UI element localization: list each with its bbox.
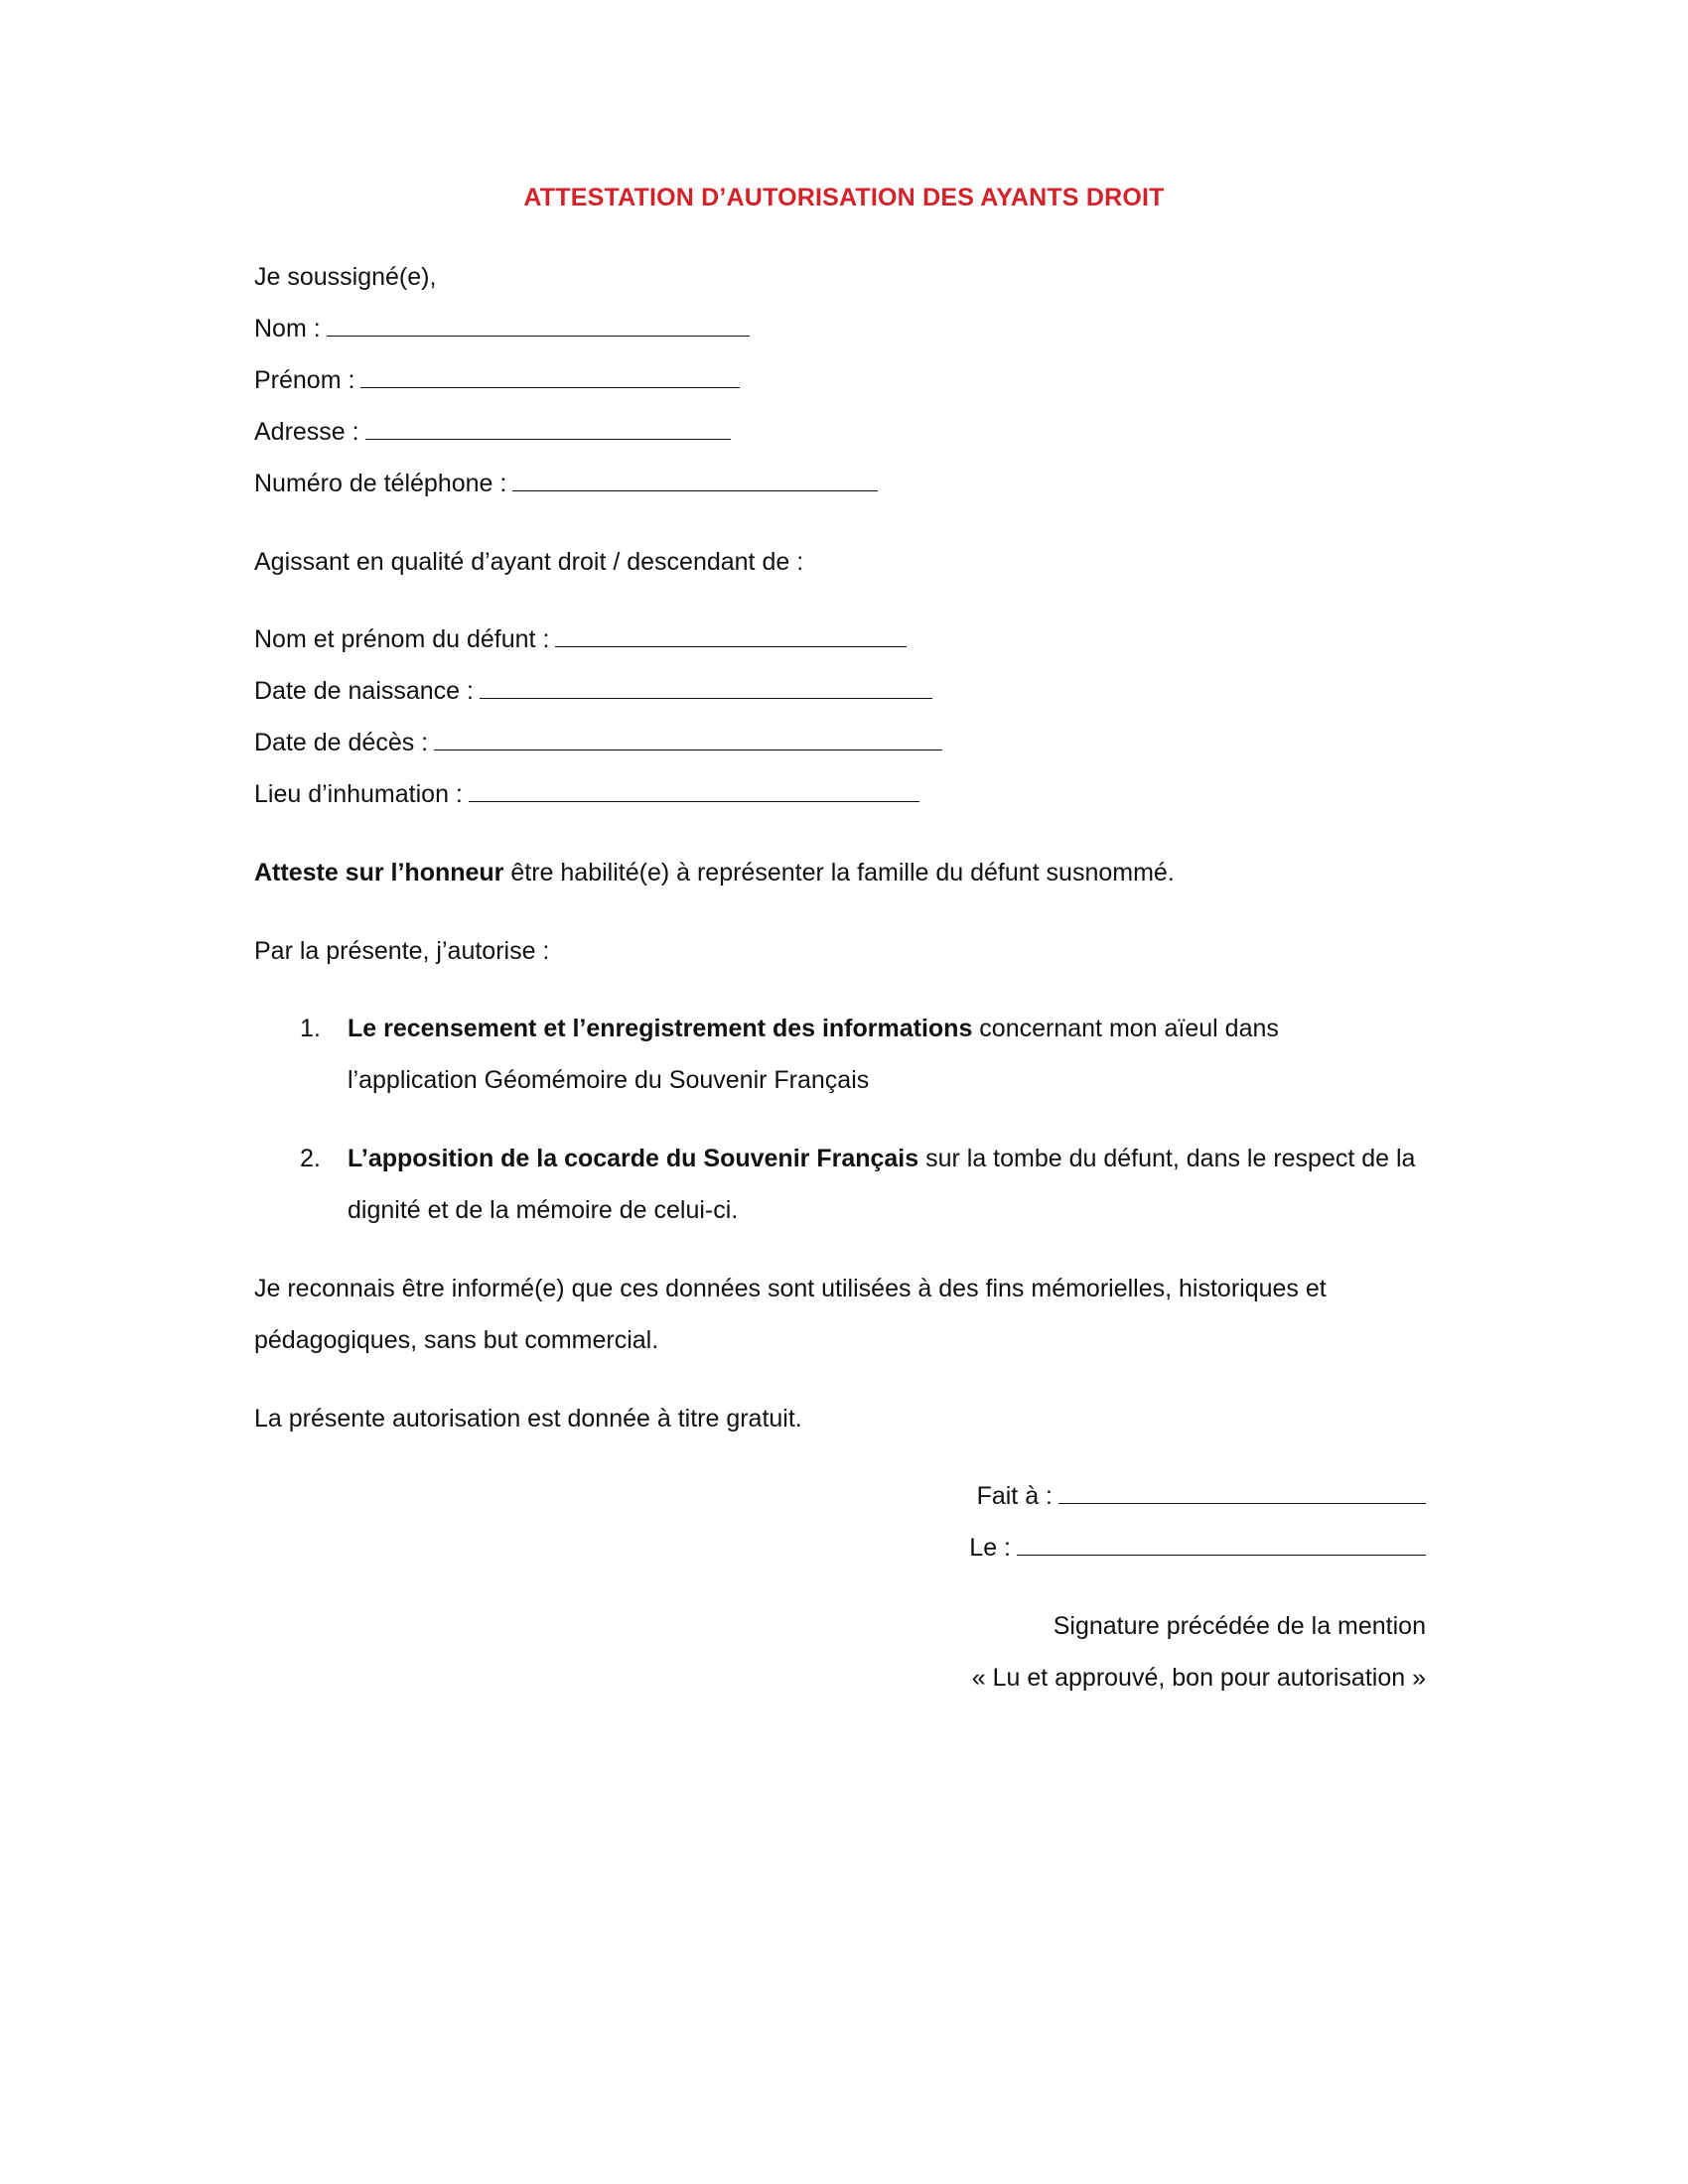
fill-line bbox=[512, 467, 878, 491]
item-bold: Le recensement et l’enregistrement des informations bbox=[348, 1015, 973, 1042]
fill-line bbox=[434, 726, 942, 751]
field-label: Date de naissance : bbox=[254, 677, 474, 705]
list-item bbox=[348, 1012, 1279, 1045]
item-rest: sur la tombe du défunt, dans le respect de la bbox=[918, 1145, 1416, 1172]
free-text: La présente autorisation est donnée à titre gratuit. bbox=[254, 1405, 802, 1433]
field-label: Le : bbox=[969, 1534, 1011, 1562]
fill-line bbox=[1058, 1479, 1426, 1504]
field-label: Prénom : bbox=[254, 366, 355, 394]
fill-line bbox=[555, 622, 907, 647]
informed-line1: Je reconnais être informé(e) que ces données sont utilisées à des fins mémorielles, historiques et bbox=[254, 1275, 1327, 1302]
field-label: Nom et prénom du défunt : bbox=[254, 625, 550, 653]
signature-mention: Signature précédée de la mention bbox=[1053, 1612, 1426, 1640]
item-number: 2. bbox=[300, 1145, 321, 1172]
fill-line bbox=[327, 312, 750, 337]
field-label: Numéro de téléphone : bbox=[254, 470, 507, 497]
field-label: Fait à : bbox=[976, 1482, 1053, 1510]
acting-as-text: Agissant en qualité d’ayant droit / descendant de : bbox=[254, 548, 804, 576]
informed-line2: pédagogiques, sans but commercial. bbox=[254, 1326, 659, 1354]
item-bold: L’apposition de la cocarde du Souvenir Français bbox=[348, 1145, 919, 1172]
field-lieu-inhumation bbox=[254, 777, 919, 811]
item-rest: concernant mon aïeul dans bbox=[972, 1015, 1279, 1042]
fill-line bbox=[469, 777, 919, 802]
attest-bold: Atteste sur l’honneur bbox=[254, 859, 504, 887]
field-adresse bbox=[254, 415, 731, 449]
item-line2: l’application Géomémoire du Souvenir Français bbox=[348, 1066, 870, 1094]
item-line2: dignité et de la mémoire de celui-ci. bbox=[348, 1196, 739, 1224]
field-nom bbox=[254, 312, 750, 345]
fill-line bbox=[480, 674, 932, 699]
fill-line bbox=[365, 415, 731, 440]
field-telephone bbox=[254, 467, 878, 500]
field-label: Nom : bbox=[254, 315, 321, 342]
authorize-intro: Par la présente, j’autorise : bbox=[254, 937, 550, 965]
field-label: Adresse : bbox=[254, 418, 359, 446]
signature-mention-quote: « Lu et approuvé, bon pour autorisation » bbox=[971, 1664, 1426, 1692]
fill-line bbox=[360, 363, 740, 388]
attest-paragraph bbox=[254, 856, 1175, 889]
item-number: 1. bbox=[300, 1015, 321, 1042]
field-date-naissance bbox=[254, 674, 932, 708]
field-date-deces bbox=[254, 726, 942, 759]
field-nom-defunt bbox=[254, 622, 907, 656]
field-label: Lieu d’inhumation : bbox=[254, 780, 463, 808]
fill-line bbox=[1017, 1531, 1426, 1556]
field-le bbox=[969, 1531, 1426, 1565]
page-title: ATTESTATION D’AUTORISATION DES AYANTS DROIT bbox=[523, 184, 1165, 211]
field-label: Date de décès : bbox=[254, 729, 429, 756]
field-fait-a bbox=[977, 1479, 1426, 1513]
intro-text: Je soussigné(e), bbox=[254, 263, 437, 291]
field-prenom bbox=[254, 363, 740, 397]
attest-rest: être habilité(e) à représenter la famille du défunt susnommé. bbox=[503, 859, 1175, 887]
list-item bbox=[348, 1142, 1415, 1175]
